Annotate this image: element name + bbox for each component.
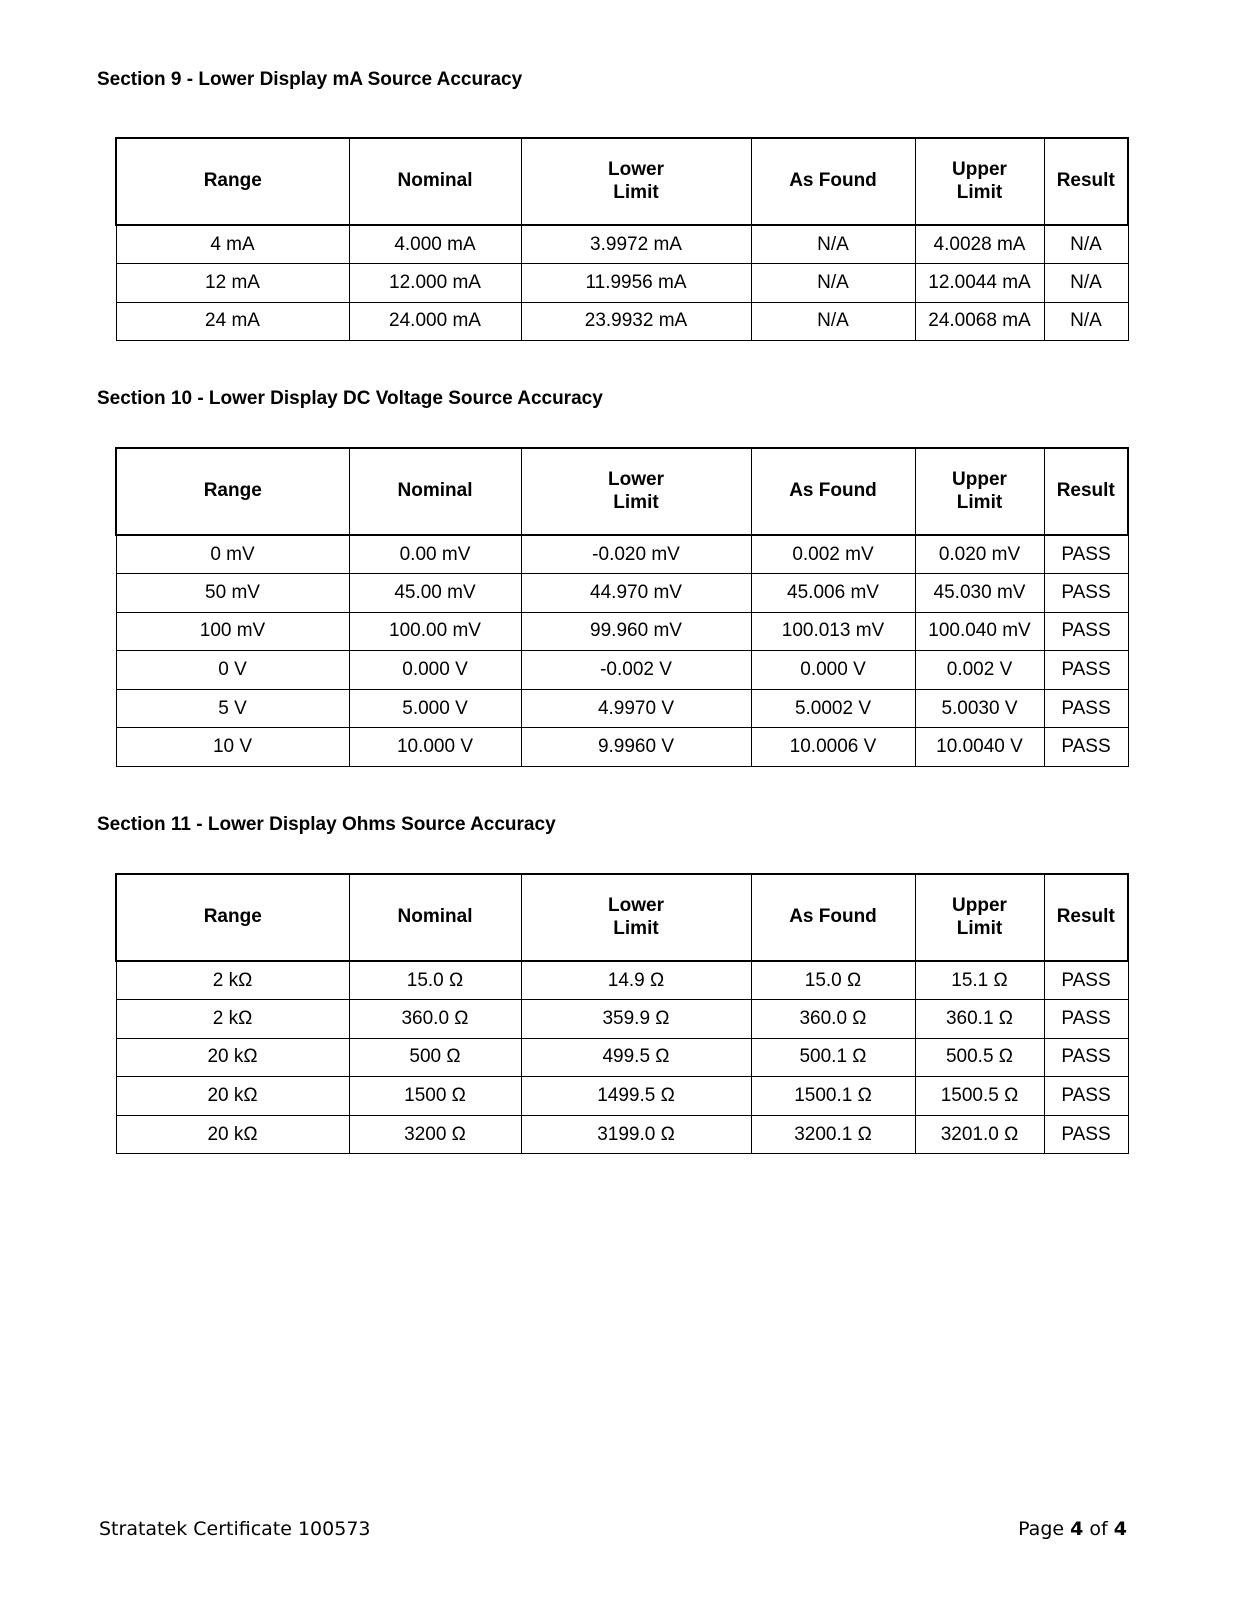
section-11-table <box>115 873 1129 1154</box>
cell-result: PASS <box>1044 728 1128 767</box>
cell-range: 20 kΩ <box>116 1077 349 1116</box>
table-row <box>116 1000 1128 1039</box>
column-header-result: Result <box>1044 138 1128 225</box>
column-header-range: Range <box>116 874 349 961</box>
table-row <box>116 728 1128 767</box>
cell-result: PASS <box>1044 651 1128 690</box>
cell-upper-limit: 0.002 V <box>915 651 1044 690</box>
cell-lower-limit: 11.9956 mA <box>521 264 751 303</box>
column-header-lower-limit: Lower Limit <box>521 874 751 961</box>
cell-lower-limit: 23.9932 mA <box>521 302 751 341</box>
cell-upper-limit: 10.0040 V <box>915 728 1044 767</box>
cell-range: 50 mV <box>116 574 349 613</box>
cell-as-found: 500.1 Ω <box>751 1038 915 1077</box>
cell-range: 2 kΩ <box>116 1000 349 1039</box>
cell-nominal: 10.000 V <box>349 728 521 767</box>
column-header-as-found: As Found <box>751 138 915 225</box>
cell-range: 100 mV <box>116 612 349 651</box>
cell-nominal: 5.000 V <box>349 689 521 728</box>
page-number <box>1018 1518 1127 1540</box>
table-row <box>116 574 1128 613</box>
table-row <box>116 1115 1128 1154</box>
column-header-lower-limit: Lower Limit <box>521 138 751 225</box>
cell-result: N/A <box>1044 225 1128 264</box>
cell-as-found: 10.0006 V <box>751 728 915 767</box>
column-header-nominal: Nominal <box>349 448 521 535</box>
section-9-title: Section 9 - Lower Display mA Source Accuracy <box>97 69 523 90</box>
cell-lower-limit: 44.970 mV <box>521 574 751 613</box>
cell-result: PASS <box>1044 535 1128 574</box>
cell-lower-limit: 359.9 Ω <box>521 1000 751 1039</box>
cell-lower-limit: 3199.0 Ω <box>521 1115 751 1154</box>
cell-nominal: 4.000 mA <box>349 225 521 264</box>
cell-upper-limit: 5.0030 V <box>915 689 1044 728</box>
page-current: 4 <box>1070 1518 1084 1540</box>
cell-as-found: 15.0 Ω <box>751 961 915 1000</box>
cell-as-found: 100.013 mV <box>751 612 915 651</box>
cell-result: PASS <box>1044 689 1128 728</box>
cell-result: PASS <box>1044 1038 1128 1077</box>
cell-lower-limit: -0.002 V <box>521 651 751 690</box>
cell-as-found: N/A <box>751 225 915 264</box>
table-row <box>116 225 1128 264</box>
cell-lower-limit: 4.9970 V <box>521 689 751 728</box>
cell-lower-limit: 499.5 Ω <box>521 1038 751 1077</box>
column-header-upper-limit: Upper Limit <box>915 138 1044 225</box>
cell-upper-limit: 4.0028 mA <box>915 225 1044 264</box>
cell-range: 5 V <box>116 689 349 728</box>
cell-upper-limit: 1500.5 Ω <box>915 1077 1044 1116</box>
cell-upper-limit: 15.1 Ω <box>915 961 1044 1000</box>
column-header-upper-limit: Upper Limit <box>915 448 1044 535</box>
column-header-result: Result <box>1044 448 1128 535</box>
cell-result: N/A <box>1044 264 1128 303</box>
table-row <box>116 264 1128 303</box>
cell-range: 20 kΩ <box>116 1115 349 1154</box>
cell-range: 2 kΩ <box>116 961 349 1000</box>
cell-upper-limit: 360.1 Ω <box>915 1000 1044 1039</box>
cell-upper-limit: 45.030 mV <box>915 574 1044 613</box>
cell-nominal: 45.00 mV <box>349 574 521 613</box>
cell-nominal: 24.000 mA <box>349 302 521 341</box>
column-header-lower-limit: Lower Limit <box>521 448 751 535</box>
header-row <box>116 448 1128 535</box>
header-row <box>116 138 1128 225</box>
column-header-result: Result <box>1044 874 1128 961</box>
cell-range: 0 mV <box>116 535 349 574</box>
cell-result: PASS <box>1044 1115 1128 1154</box>
cell-as-found: 3200.1 Ω <box>751 1115 915 1154</box>
column-header-range: Range <box>116 138 349 225</box>
cell-as-found: 45.006 mV <box>751 574 915 613</box>
cell-nominal: 15.0 Ω <box>349 961 521 1000</box>
cell-range: 12 mA <box>116 264 349 303</box>
cell-upper-limit: 3201.0 Ω <box>915 1115 1044 1154</box>
cell-range: 10 V <box>116 728 349 767</box>
page-of: of <box>1083 1518 1114 1540</box>
cell-nominal: 360.0 Ω <box>349 1000 521 1039</box>
cell-nominal: 0.000 V <box>349 651 521 690</box>
cell-as-found: N/A <box>751 302 915 341</box>
cell-upper-limit: 100.040 mV <box>915 612 1044 651</box>
table-row <box>116 302 1128 341</box>
column-header-upper-limit: Upper Limit <box>915 874 1044 961</box>
cell-as-found: N/A <box>751 264 915 303</box>
cell-lower-limit: 99.960 mV <box>521 612 751 651</box>
cell-upper-limit: 12.0044 mA <box>915 264 1044 303</box>
table-row <box>116 689 1128 728</box>
cell-lower-limit: 14.9 Ω <box>521 961 751 1000</box>
cell-lower-limit: 3.9972 mA <box>521 225 751 264</box>
cell-upper-limit: 0.020 mV <box>915 535 1044 574</box>
cell-range: 0 V <box>116 651 349 690</box>
table-row <box>116 1038 1128 1077</box>
cell-nominal: 500 Ω <box>349 1038 521 1077</box>
column-header-range: Range <box>116 448 349 535</box>
table-row <box>116 612 1128 651</box>
page-total: 4 <box>1113 1518 1127 1540</box>
cell-range: 24 mA <box>116 302 349 341</box>
cell-result: PASS <box>1044 612 1128 651</box>
column-header-as-found: As Found <box>751 874 915 961</box>
table-row <box>116 535 1128 574</box>
cell-result: PASS <box>1044 1077 1128 1116</box>
cell-result: PASS <box>1044 574 1128 613</box>
cell-nominal: 100.00 mV <box>349 612 521 651</box>
cell-nominal: 3200 Ω <box>349 1115 521 1154</box>
certificate-number: Stratatek Certificate 100573 <box>99 1518 371 1540</box>
cell-as-found: 1500.1 Ω <box>751 1077 915 1116</box>
table-row <box>116 651 1128 690</box>
column-header-nominal: Nominal <box>349 138 521 225</box>
cell-as-found: 0.000 V <box>751 651 915 690</box>
cell-range: 4 mA <box>116 225 349 264</box>
column-header-nominal: Nominal <box>349 874 521 961</box>
table-row <box>116 961 1128 1000</box>
cell-result: PASS <box>1044 1000 1128 1039</box>
cell-lower-limit: 9.9960 V <box>521 728 751 767</box>
column-header-as-found: As Found <box>751 448 915 535</box>
section-10-table <box>115 447 1129 767</box>
cell-lower-limit: -0.020 mV <box>521 535 751 574</box>
table-row <box>116 1077 1128 1116</box>
header-row <box>116 874 1128 961</box>
cell-nominal: 1500 Ω <box>349 1077 521 1116</box>
section-11-title: Section 11 - Lower Display Ohms Source Accuracy <box>97 814 556 835</box>
cell-as-found: 360.0 Ω <box>751 1000 915 1039</box>
cell-result: N/A <box>1044 302 1128 341</box>
cell-range: 20 kΩ <box>116 1038 349 1077</box>
cell-nominal: 12.000 mA <box>349 264 521 303</box>
cell-result: PASS <box>1044 961 1128 1000</box>
cell-as-found: 5.0002 V <box>751 689 915 728</box>
cell-as-found: 0.002 mV <box>751 535 915 574</box>
cell-nominal: 0.00 mV <box>349 535 521 574</box>
page-prefix: Page <box>1018 1518 1071 1540</box>
cell-upper-limit: 500.5 Ω <box>915 1038 1044 1077</box>
section-10-title: Section 10 - Lower Display DC Voltage Source Accuracy <box>97 388 603 409</box>
cell-lower-limit: 1499.5 Ω <box>521 1077 751 1116</box>
section-9-table <box>115 137 1129 341</box>
cell-upper-limit: 24.0068 mA <box>915 302 1044 341</box>
